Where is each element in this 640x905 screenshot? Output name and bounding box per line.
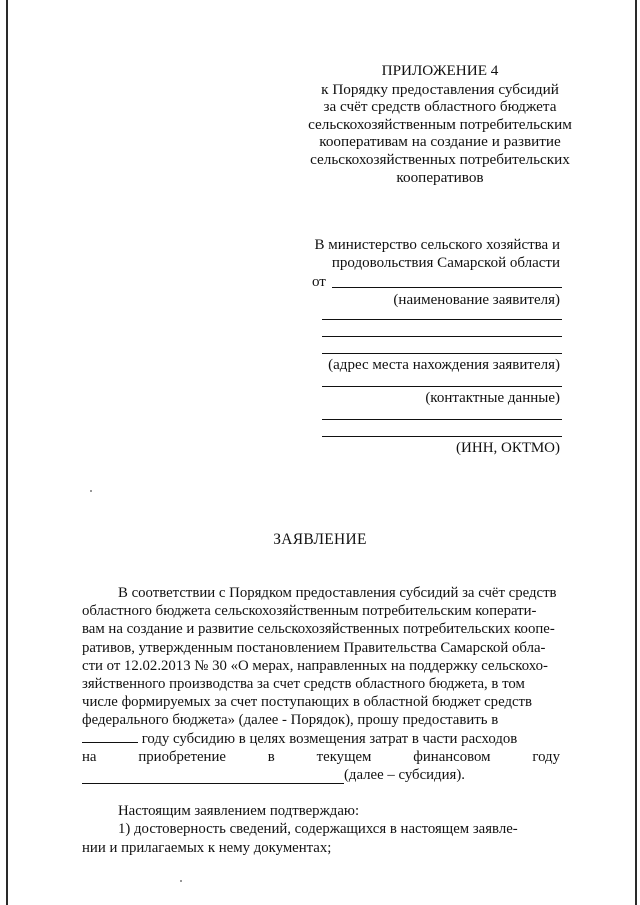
paragraph-line xyxy=(82,602,560,620)
address-caption: (адрес места нахождения заявителя) xyxy=(328,357,560,373)
paragraph-line: числе формируемых за счет поступающих в областной бюджет средств xyxy=(82,694,533,711)
paragraph-line: федерального бюджета» (далее - Порядок), прошу предоставить в xyxy=(82,712,499,729)
paragraph-line xyxy=(82,766,560,784)
paragraph-word: финансовом xyxy=(413,748,491,765)
confirm-intro: Настоящим заявлением подтверждаю: xyxy=(118,803,360,820)
appendix-heading: ПРИЛОЖЕНИЕ 4 xyxy=(381,62,499,79)
appendix-line: кооперативов xyxy=(396,168,484,186)
address-field-line[interactable] xyxy=(322,353,562,354)
inn-field-line[interactable] xyxy=(322,436,562,437)
addressee-line: В министерство сельского хозяйства и xyxy=(314,237,560,253)
application-body xyxy=(82,584,560,857)
addressee-block xyxy=(312,236,562,457)
paragraph-line xyxy=(82,748,560,766)
appendix-line: сельскохозяйственным потребительским xyxy=(308,115,572,133)
appendix-line: к Порядку предоставления субсидий xyxy=(321,80,559,98)
paragraph-line: зяйственного производства за счет средств областного бюджета, в том xyxy=(82,676,525,693)
paragraph-line-text: году субсидию в целях возмещения затрат в части расходов xyxy=(141,730,518,747)
paragraph-line-text: (далее – субсидия). xyxy=(344,767,465,784)
contacts-field-line[interactable] xyxy=(322,386,562,387)
address-field-line[interactable] xyxy=(322,336,562,337)
paragraph-word: приобретение xyxy=(138,748,226,765)
year-blank-field[interactable] xyxy=(82,730,138,743)
paragraph-line: ративов, утвержденным постановлением Правительства Самарской обла- xyxy=(82,639,546,656)
paragraph-word: в xyxy=(267,748,275,765)
confirm-item-1: 1) достоверность сведений, содержащихся в настоящем заявле- xyxy=(118,821,518,838)
applicant-name-caption: (наименование заявителя) xyxy=(393,292,560,308)
appendix-block xyxy=(300,62,580,186)
scan-speck xyxy=(180,880,182,882)
paragraph-line: сти от 12.02.2013 № 30 «О мерах, направленных на поддержку сельскохо- xyxy=(82,657,548,674)
from-label: от xyxy=(312,274,326,290)
appendix-line: сельскохозяйственных потребительских xyxy=(310,150,570,168)
scan-speck xyxy=(90,490,92,492)
contacts-caption: (контактные данные) xyxy=(425,390,560,406)
paragraph-line-text: областного бюджета сельскохозяйственным потребительским коперати- xyxy=(82,603,537,620)
appendix-line: кооперативам на создание и развитие xyxy=(319,133,561,151)
appendix-line: за счёт средств областного бюджета xyxy=(323,98,557,116)
applicant-name-field[interactable] xyxy=(332,287,562,288)
paragraph-line: В соответствии с Порядком предоставления субсидий за счёт средств xyxy=(118,585,557,601)
confirm-item-1-continued: нии и прилагаемых к нему документах; xyxy=(82,839,332,856)
purchase-blank-field[interactable] xyxy=(82,771,344,784)
address-field-line[interactable] xyxy=(322,319,562,320)
scan-edge-left xyxy=(6,0,8,905)
paragraph-word: на xyxy=(82,748,97,765)
inn-field-line[interactable] xyxy=(322,419,562,420)
paragraph-word: текущем xyxy=(316,748,372,765)
addressee-line: продовольствия Самарской области xyxy=(331,255,560,271)
from-row xyxy=(312,273,562,291)
paragraph-word: году xyxy=(532,748,560,765)
document-title: ЗАЯВЛЕНИЕ xyxy=(273,531,367,548)
paragraph-line: вам на создание и развитие сельскохозяйственных потребительских коопе- xyxy=(82,621,555,638)
scan-edge-right xyxy=(635,0,637,905)
paragraph-line xyxy=(82,730,560,748)
inn-caption: (ИНН, ОКТМО) xyxy=(456,440,560,456)
paragraph-gap xyxy=(82,784,560,802)
